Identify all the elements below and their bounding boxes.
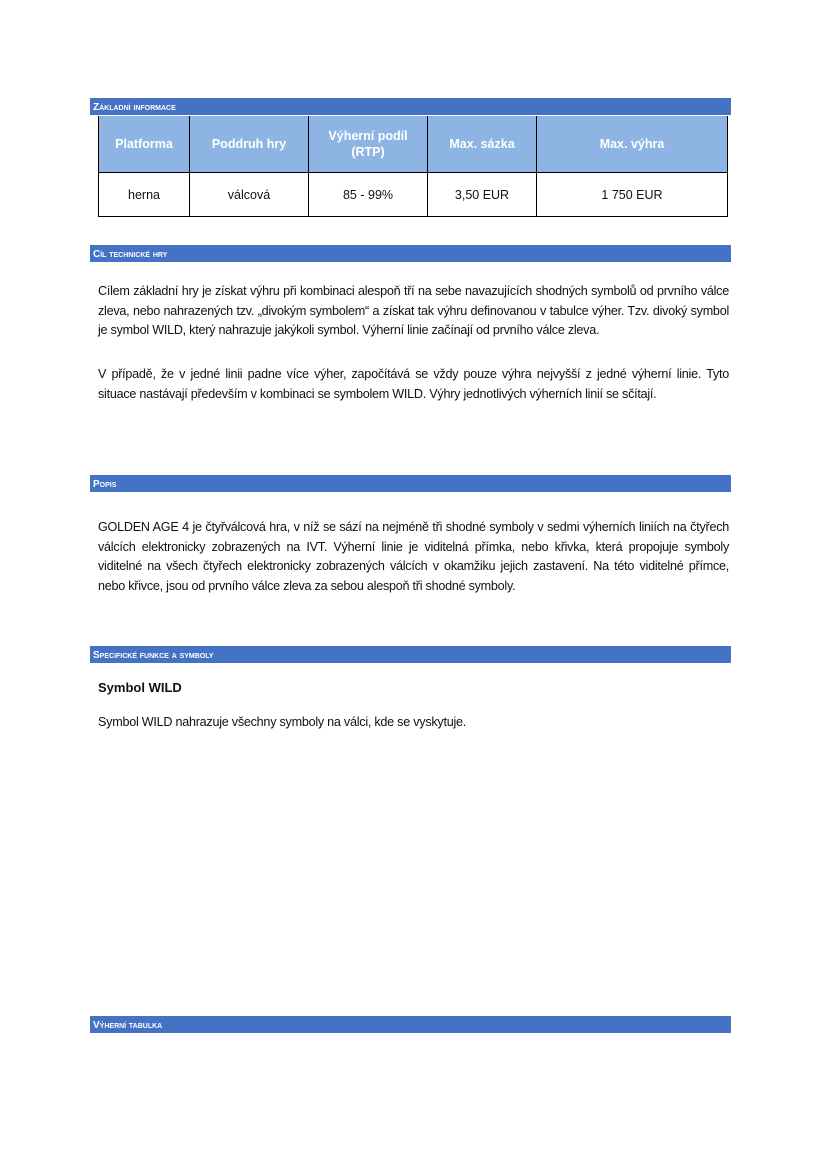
wild-paragraph: Symbol WILD nahrazuje všechny symboly na válci, kde se vyskytuje. — [98, 715, 467, 729]
goal-paragraph: Cílem základní hry je získat výhru při kombinaci alespoň tří na sebe navazujících shodných symbolů od prvního válce zleva, nebo nahrazených tzv. „divokým symbolem“ a získat tak výhru definovanou v tabulce výher. Tzv. divoký symbol je symbol WILD, který nahrazuje jakýkoli symbol. Výherní linie začínají od prvního válce zleva. — [98, 284, 729, 337]
section-header-goal: Cíl technické hry — [90, 245, 731, 262]
section-header-description: Popis — [90, 475, 731, 492]
basic-info-table — [98, 116, 728, 217]
table-header: Poddruh hry — [190, 116, 309, 173]
table-cell: herna — [99, 173, 190, 217]
table-cell: 1 750 EUR — [537, 173, 728, 217]
table-header: Max. sázka — [428, 116, 537, 173]
table-header: Výherní podíl (RTP) — [309, 116, 428, 173]
table-row — [99, 173, 728, 217]
section-header-features: Specifické funkce a symboly — [90, 646, 731, 663]
section-header-basic-info: Základní informace — [90, 98, 731, 115]
goal-paragraph: V případě, že v jedné linii padne více výher, započítává se vždy pouze výhra nejvyšší z jedné výherní linie. Tyto situace nastávají především v kombinaci se symbolem WILD. Výhry jednotlivých výherních linií se sčítají. — [98, 367, 729, 401]
table-header: Platforma — [99, 116, 190, 173]
table-cell: 3,50 EUR — [428, 173, 537, 217]
description-paragraph: GOLDEN AGE 4 je čtyřválcová hra, v níž se sází na nejméně tři shodné symboly v sedmi výherních liniích na čtyřech válcích elektronicky zobrazených na IVT. Výherní linie je viditelná přímka, nebo křivka, která propojuje symboly viditelné na všech čtyřech elektronicky zobrazených válcích v okamžiku jejich zastavení. Na této viditelné přímce, nebo křivce, jsou od prvního válce zleva za sebou alespoň tři shodné symboly. — [98, 520, 729, 593]
section-header-paytable: Výherní tabulka — [90, 1016, 731, 1033]
table-cell: 85 - 99% — [309, 173, 428, 217]
wild-heading: Symbol WILD — [98, 680, 182, 695]
table-cell: válcová — [190, 173, 309, 217]
table-header: Max. výhra — [537, 116, 728, 173]
